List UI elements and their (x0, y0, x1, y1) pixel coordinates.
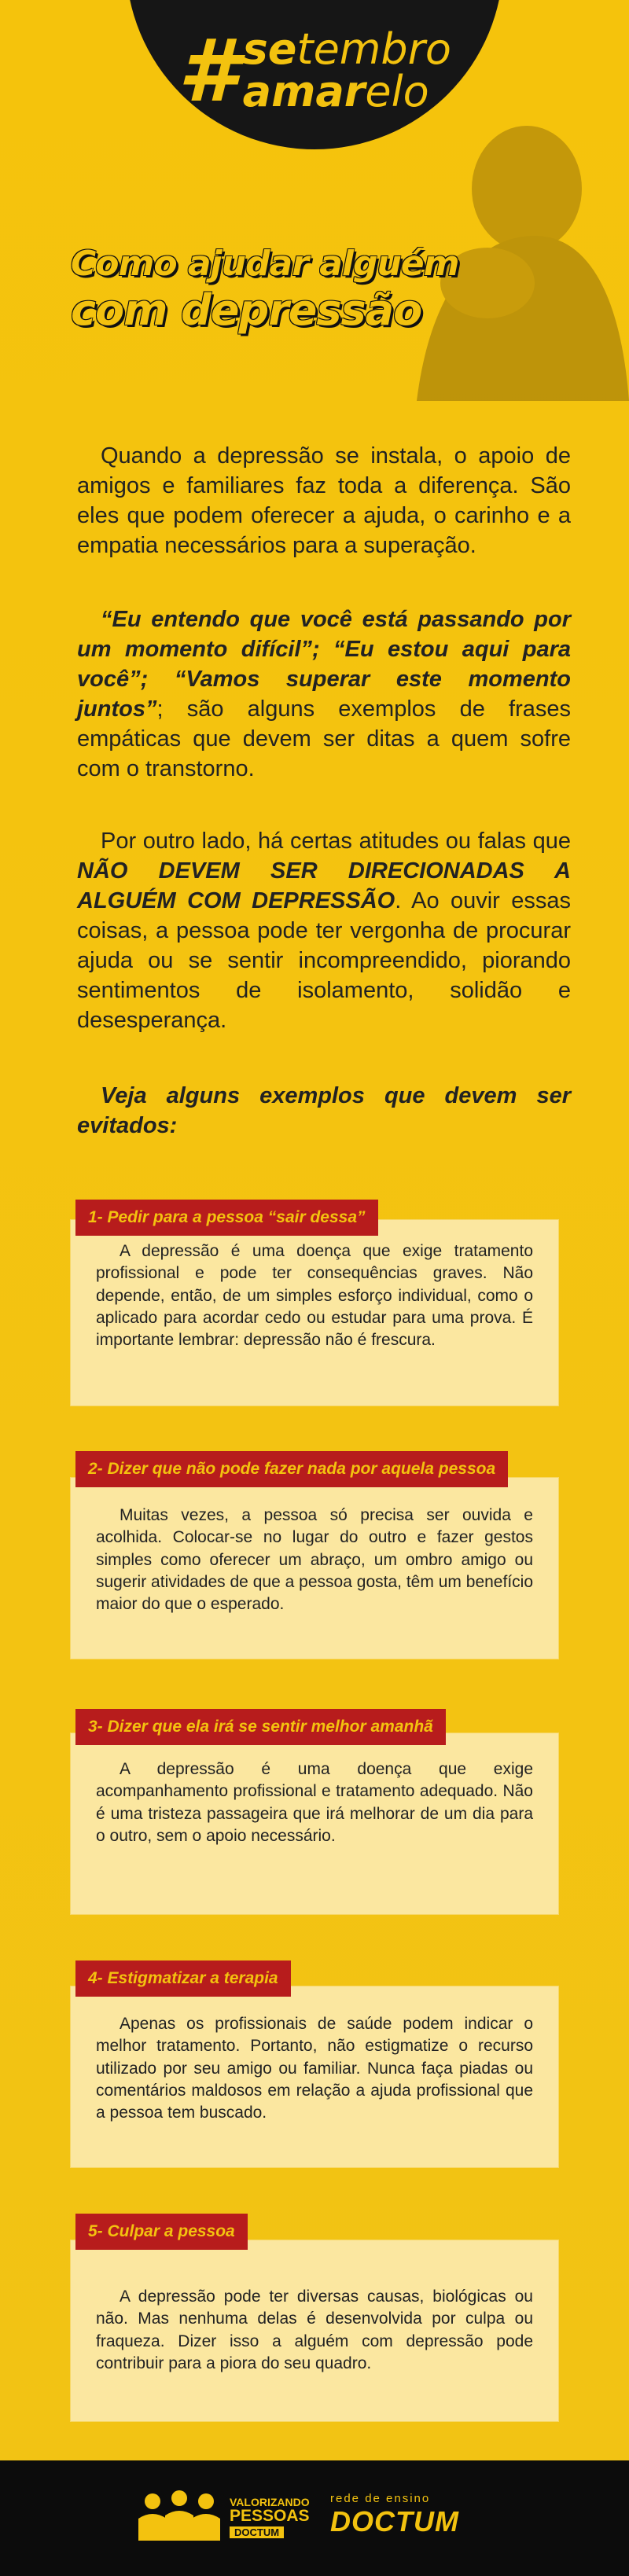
logo-word1-light: tembro (296, 24, 451, 74)
doctum-subtitle: rede de ensino (330, 2492, 431, 2505)
intro-paragraph-3 (77, 827, 571, 1036)
logo-word2-light: elo (365, 67, 429, 116)
intro-p3-emphasis: NÃO DEVEM SER DIRECIONADAS A ALGUÉM COM DEPRESSÃO (77, 858, 571, 913)
empathic-phrases: “Eu entendo que você está passando por um momento difícil”; “Eu estou aqui para você”; “Vamos superar este momento juntos” (77, 607, 571, 722)
item-text-1: A depressão é uma doença que exige tratamento profissional e pode ter consequências graves. Não depende, então, de um simples esforço individual, como o aplicado para acordar cedo ou estudar para uma prova. É importante lembrar: depressão não é frescura. (96, 1242, 533, 1350)
item-tag-1: 1- Pedir para a pessoa “sair dessa” (75, 1200, 378, 1236)
item-text-3: A depressão é uma doença que exige acompanhamento profissional e tratamento adequado. Não é uma tristeza passageira que irá melhorar de um dia para o outro, sem o apoio necessário. (96, 1760, 533, 1846)
item-tag-3: 3- Dizer que ela irá se sentir melhor amanhã (75, 1709, 446, 1745)
vp-line2: PESSOAS (230, 2507, 310, 2525)
title-line1: Como ajudar alguém (71, 244, 459, 284)
item-text-2: Muitas vezes, a pessoa só precisa ser ouvida e acolhida. Colocar-se no lugar do outro e fazer gestos simples como oferecer um abraço, um ombro amigo ou sugerir atividades de que a pessoa gosta, têm um benefício maior do que o esperado. (96, 1506, 533, 1614)
valorizando-pessoas-logo (135, 2490, 310, 2545)
intro-p3-end: . Ao ouvir essas coisas, a pessoa pode ter vergonha de procurar ajuda ou se sentir incompreendido, piorando sentimentos de isolamento, solidão e desesperança. (77, 887, 571, 1033)
item-tag-4: 4- Estigmatizar a terapia (75, 1960, 291, 1997)
intro-p3-start: Por outro lado, há certas atitudes ou falas que (101, 829, 571, 854)
item-tag-2: 2- Dizer que não pode fazer nada por aquela pessoa (75, 1451, 508, 1487)
campaign-logo (0, 20, 629, 121)
intro-paragraph-1: Quando a depressão se instala, o apoio de amigos e familiares faz toda a diferença. São eles que podem oferecer a ajuda, o carinho e a empatia necessários para a superação. (77, 443, 571, 558)
people-icon (135, 2490, 223, 2545)
item-card-2 (71, 1478, 558, 1659)
item-text-5: A depressão pode ter diversas causas, biológicas ou não. Mas nenhuma delas é desenvolvida por culpa ou fraqueza. Dizer isso a alguém com depressão pode contribuir para a piora do seu quadro. (96, 2288, 533, 2373)
page-title (71, 244, 459, 335)
item-tag-5: 5- Culpar a pessoa (75, 2214, 248, 2250)
item-card-4 (71, 1986, 558, 2167)
item-text-4: Apenas os profissionais de saúde podem indicar o melhor tratamento. Portanto, não estigmatize o recurso utilizado por seu amigo ou familiar. Nunca faça piadas ou comentários maldosos em relação a ajuda profissional que a pessoa tem buscado. (96, 2015, 533, 2122)
intro-p2-rest: ; são alguns exemplos de frases empáticas que devem ser ditas a quem sofre com o transtorno. (77, 696, 571, 781)
intro-paragraph-4: Veja alguns exemplos que devem ser evitados: (77, 1083, 571, 1138)
hash-symbol: # (178, 20, 238, 121)
item-card-5 (71, 2240, 558, 2421)
intro-paragraph-2 (77, 605, 571, 785)
title-line2: com depressão (71, 285, 422, 335)
logo-word1-bold: se (242, 24, 297, 74)
vp-line1: VALORIZANDO (230, 2496, 310, 2508)
item-card-1 (71, 1220, 558, 1406)
logo-word2-bold: amar (242, 67, 366, 116)
doctum-logo (330, 2492, 459, 2538)
doctum-name: DOCTUM (330, 2505, 459, 2537)
item-card-3 (71, 1733, 558, 1914)
footer (0, 2460, 629, 2576)
vp-line3: DOCTUM (230, 2526, 284, 2538)
